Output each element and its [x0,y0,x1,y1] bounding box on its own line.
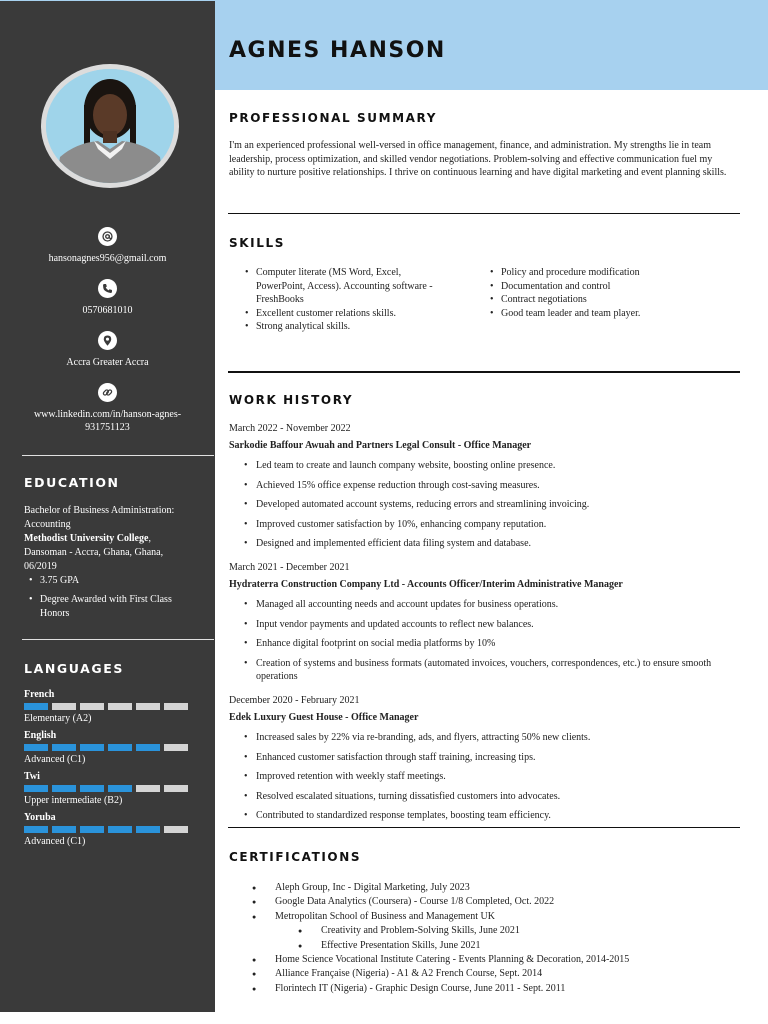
sidebar-top-strip [0,0,215,1]
location-text: Accra Greater Accra [66,357,149,368]
language-name: Yoruba [24,812,56,823]
list-item: • Achieved 15% office expense reduction through cost-saving measures. [229,479,739,492]
at-icon [98,227,117,246]
certifications-list [229,881,739,996]
list-item: • Resolved escalated situations, turning dissatisfied customers into advocates. [229,790,739,803]
list-item: • 3.75 GPA [24,574,194,588]
contact-phone [0,279,215,317]
rating-segment-filled [108,744,132,751]
sidebar-divider [22,455,214,456]
rating-segment-filled [80,826,104,833]
rating-segment-filled [108,785,132,792]
email-text[interactable]: hansonagnes956@gmail.com [48,253,167,264]
contact-email [0,227,215,265]
sub-list-item: ● Effective Presentation Skills, June 2021 [229,939,739,953]
rating-segment-empty [164,744,188,751]
language-level: Advanced (C1) [24,754,86,765]
job-bullets [229,731,739,822]
language-level: Elementary (A2) [24,713,92,724]
list-item: • Excellent customer relations skills. [229,307,439,321]
education-school-suffix: , [148,533,151,544]
link-icon [98,383,117,402]
skills-heading: SKILLS [229,236,285,250]
rating-segment-filled [52,785,76,792]
job-bullets [229,598,739,683]
education-place-date: Dansoman - Accra, Ghana, Ghana, 06/2019 [24,547,164,572]
section-divider [228,371,740,373]
language-level: Advanced (C1) [24,836,86,847]
language-name: English [24,730,57,741]
skills-column-1 [229,266,474,334]
language-twi [24,771,194,807]
rating-segment-empty [52,703,76,710]
profile-photo-frame [41,64,179,188]
list-item: • Designed and implemented efficient data filing system and database. [229,537,739,550]
profile-photo [46,69,174,183]
rating-segment-empty [80,703,104,710]
linkedin-text-line2[interactable]: 931751123 [85,422,130,433]
skills-column-2 [474,266,739,334]
rating-segment-filled [80,744,104,751]
education-school: Methodist University College [24,533,149,544]
language-english [24,730,194,766]
header-banner [215,0,768,90]
job-title: Sarkodie Baffour Awuah and Partners Legal Consult - Office Manager [229,440,532,451]
location-pin-icon [98,331,117,350]
list-item: ● Florintech IT (Nigeria) - Graphic Design Course, June 2011 - Sept. 2011 [229,982,739,996]
list-item: • Degree Awarded with First Class Honors [24,593,194,621]
rating-segment-filled [52,826,76,833]
candidate-name: AGNES HANSON [229,38,446,63]
list-item: • Improved customer satisfaction by 10%, enhancing company reputation. [229,518,739,531]
list-item: • Enhance digital footprint on social media platforms by 10% [229,637,739,650]
section-divider [228,213,740,214]
language-rating-bar [24,744,194,751]
list-item: • Contributed to standardized response templates, boosting team efficiency. [229,809,739,822]
job-entry [229,422,739,550]
education-degree: Bachelor of Business Administration: Accounting [24,505,175,530]
list-item: ● Home Science Vocational Institute Catering - Events Planning & Decoration, 2014-2015 [229,953,739,967]
rating-segment-filled [136,744,160,751]
list-item: • Creation of systems and business formats (automated invoices, vouchers, correspondences, etc.) to ensure smooth operations [229,657,739,683]
sidebar-divider [22,639,214,640]
rating-segment-empty [136,785,160,792]
list-item: • Managed all accounting needs and account updates for business operations. [229,598,739,611]
language-rating-bar [24,785,194,792]
contact-location [0,331,215,369]
language-level: Upper intermediate (B2) [24,795,123,806]
list-item: ● Alliance Française (Nigeria) - A1 & A2 French Course, Sept. 2014 [229,967,739,981]
summary-text: I'm an experienced professional well-versed in office management, finance, and administration. My strengths lie in team leadership, process optimization, and skilled vendor negotiations. Problem-solving and effective communication fuel my ability to nurture positive relationships. I thrive on continuous learning and have digital marketing and event planning skills. [229,140,727,178]
language-rating-bar [24,703,194,710]
language-name: French [24,689,55,700]
rating-segment-filled [136,826,160,833]
education-heading: EDUCATION [24,475,120,490]
section-divider [228,827,740,828]
language-name: Twi [24,771,40,782]
rating-segment-filled [24,785,48,792]
job-title: Edek Luxury Guest House - Office Manager [229,712,419,723]
list-item: ● Metropolitan School of Business and Management UK [229,910,739,924]
job-date: March 2021 - December 2021 [229,562,350,573]
certifications-items [229,881,739,996]
job-entry [229,561,739,683]
rating-segment-empty [136,703,160,710]
rating-segment-filled [24,703,48,710]
rating-segment-empty [164,703,188,710]
rating-segment-empty [164,826,188,833]
list-item: • Good team leader and team player. [474,307,739,321]
language-yoruba [24,812,194,848]
rating-segment-empty [108,703,132,710]
job-title: Hydraterra Construction Company Ltd - Accounts Officer/Interim Administrative Manager [229,579,623,590]
list-item: • Enhanced customer satisfaction through staff training, increasing tips. [229,751,739,764]
rating-segment-filled [80,785,104,792]
list-item: • Input vendor payments and updated accounts to reflect new balances. [229,618,739,631]
list-item: • Documentation and control [474,280,739,294]
language-french [24,689,194,725]
rating-segment-filled [24,744,48,751]
contact-linkedin [0,383,215,434]
list-item: • Policy and procedure modification [474,266,739,280]
list-item: ● Google Data Analytics (Coursera) - Course 1/8 Completed, Oct. 2022 [229,895,739,909]
list-item: • Contract negotiations [474,293,739,307]
rating-segment-filled [24,826,48,833]
phone-text[interactable]: 0570681010 [82,305,133,316]
education-section [24,504,194,621]
job-entry [229,694,739,822]
summary-heading: PROFESSIONAL SUMMARY [229,111,438,125]
sub-list-item: ● Creativity and Problem-Solving Skills, June 2021 [229,924,739,938]
rating-segment-filled [108,826,132,833]
job-date: December 2020 - February 2021 [229,695,360,706]
list-item: • Strong analytical skills. [229,320,439,334]
phone-icon [98,279,117,298]
linkedin-text-line1[interactable]: www.linkedin.com/in/hanson-agnes- [33,409,182,420]
rating-segment-empty [164,785,188,792]
list-item: • Computer literate (MS Word, Excel, PowerPoint, Access). Accounting software - FreshBooks [229,266,439,307]
skills-list [229,266,739,334]
list-item: • Increased sales by 22% via re-branding, ads, and flyers, attracting 50% new clients. [229,731,739,744]
list-item: ● Aleph Group, Inc - Digital Marketing, July 2023 [229,881,739,895]
job-date: March 2022 - November 2022 [229,423,351,434]
education-bullets [24,574,194,621]
rating-segment-filled [52,744,76,751]
language-rating-bar [24,826,194,833]
sidebar [0,0,215,1012]
certifications-heading: CERTIFICATIONS [229,850,362,864]
work-history-heading: WORK HISTORY [229,393,354,407]
list-item: • Improved retention with weekly staff meetings. [229,770,739,783]
languages-heading: LANGUAGES [24,661,125,676]
job-bullets [229,459,739,550]
list-item: • Led team to create and launch company website, boosting online presence. [229,459,739,472]
list-item: • Developed automated account systems, reducing errors and streamlining invoicing. [229,498,739,511]
